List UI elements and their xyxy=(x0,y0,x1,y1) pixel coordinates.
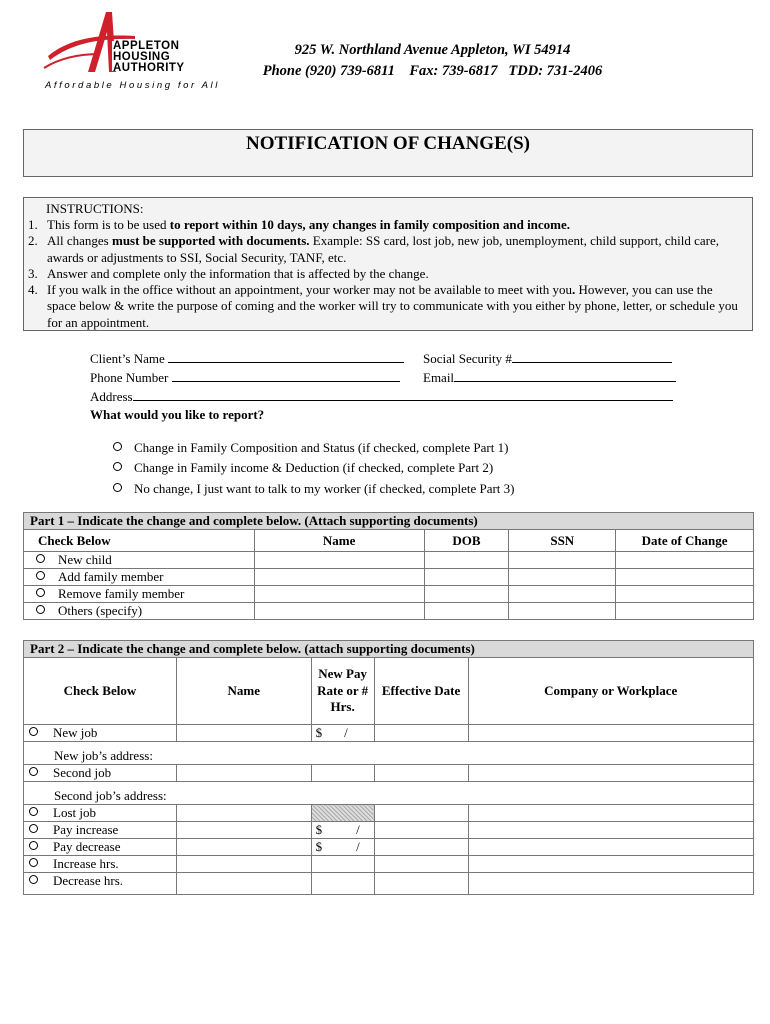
table-row: Remove family member xyxy=(24,586,754,603)
title-box xyxy=(23,129,753,177)
table-row: Increase hrs. xyxy=(24,856,754,873)
table-row: Pay increase $ / xyxy=(24,822,754,839)
phone-field[interactable] xyxy=(90,368,400,387)
checkbox-circle-icon[interactable] xyxy=(36,554,45,563)
instruction-item: 2. All changes must be supported with documents. Example: SS card, lost job, new job, unemployment, child support, child care, awards or adjustments to SSI, Social Security, TANF, etc. xyxy=(28,233,719,265)
part2-col-company: Company or Workplace xyxy=(468,658,753,725)
table-row xyxy=(24,782,754,805)
checkbox-circle-icon[interactable] xyxy=(29,875,38,884)
checkbox-circle-icon[interactable] xyxy=(29,767,38,776)
logo-word-authority: AUTHORITY xyxy=(113,62,185,74)
table-row xyxy=(24,742,754,765)
checkbox-circle-icon[interactable] xyxy=(36,571,45,580)
phone-input[interactable] xyxy=(172,368,400,382)
ssn-label: Social Security # xyxy=(423,351,512,366)
checkbox-circle-icon[interactable] xyxy=(29,858,38,867)
email-field[interactable] xyxy=(423,368,676,387)
part2-col-name: Name xyxy=(176,658,311,725)
part2-heading: Part 2 – Indicate the change and complete below. (attach supporting documents) xyxy=(24,641,754,658)
logo-word-housing: HOUSING xyxy=(113,51,171,63)
option-no-change[interactable]: No change, I just want to talk to my worker (if checked, complete Part 3) xyxy=(113,481,515,497)
part1-col-dob: DOB xyxy=(424,530,509,552)
checkbox-circle-icon[interactable] xyxy=(36,588,45,597)
client-name-label: Client’s Name xyxy=(90,351,165,366)
part1-col-check: Check Below xyxy=(24,530,255,552)
instructions-heading: INSTRUCTIONS: xyxy=(46,201,144,216)
second-job-address[interactable]: Second job’s address: xyxy=(24,782,754,805)
instruction-item: 1. This form is to be used to report within 10 days, any changes in family composition and income. xyxy=(28,217,571,232)
ssn-input[interactable] xyxy=(512,349,672,363)
part2-col-check: Check Below xyxy=(24,658,177,725)
table-row: Decrease hrs. xyxy=(24,873,754,895)
ssn-field[interactable] xyxy=(423,349,672,368)
checkbox-circle-icon[interactable] xyxy=(29,824,38,833)
option-family-composition[interactable]: Change in Family Composition and Status (if checked, complete Part 1) xyxy=(113,440,508,456)
agency-phone-line: Phone (920) 739-6811 Fax: 739-6817 TDD: 731-2406 xyxy=(262,63,603,79)
address-label: Address xyxy=(90,389,133,404)
part2-col-pay: New Pay Rate or # Hrs. xyxy=(311,658,374,725)
email-input[interactable] xyxy=(454,368,676,382)
checkbox-circle-icon[interactable] xyxy=(29,727,38,736)
instructions-list xyxy=(28,217,744,331)
client-name-field[interactable] xyxy=(90,349,404,368)
phone-label: Phone Number xyxy=(90,370,169,385)
table-row: Pay decrease $ / xyxy=(24,839,754,856)
part1-col-ssn: SSN xyxy=(509,530,616,552)
part1-table xyxy=(23,512,754,620)
appleton-housing-logo xyxy=(40,8,220,94)
part2-col-effective: Effective Date xyxy=(374,658,468,725)
radio-circle-icon[interactable] xyxy=(113,462,122,471)
checkbox-circle-icon[interactable] xyxy=(29,807,38,816)
form-title: NOTIFICATION OF CHANGE(S) xyxy=(246,133,530,154)
instruction-item: 4. If you walk in the office without an appointment, your worker may not be available to meet with you. However, you can use the space below & write the purpose of coming and the worker will try to communicate with you either by phone, letter, or schedule you for an appointment. xyxy=(28,282,738,330)
report-question: What would you like to report? xyxy=(90,407,265,422)
table-row: New child xyxy=(24,552,754,569)
checkbox-circle-icon[interactable] xyxy=(29,841,38,850)
part1-col-name: Name xyxy=(254,530,424,552)
radio-circle-icon[interactable] xyxy=(113,483,122,492)
client-name-input[interactable] xyxy=(168,349,404,363)
instruction-item: 3. Answer and complete only the information that is affected by the change. xyxy=(28,265,429,281)
new-job-address[interactable]: New job’s address: xyxy=(24,742,754,765)
option-family-income[interactable]: Change in Family income & Deduction (if checked, complete Part 2) xyxy=(113,460,493,476)
agency-contact xyxy=(250,40,615,82)
part1-heading: Part 1 – Indicate the change and complete below. (Attach supporting documents) xyxy=(24,513,754,530)
logo-tagline: Affordable Housing for All xyxy=(45,80,220,91)
radio-circle-icon[interactable] xyxy=(113,442,122,451)
table-row: Others (specify) xyxy=(24,603,754,620)
address-field[interactable] xyxy=(90,387,673,406)
table-row: New job $ / xyxy=(24,725,754,742)
part1-col-date: Date of Change xyxy=(616,530,754,552)
part2-table xyxy=(23,640,754,895)
table-row: Add family member xyxy=(24,569,754,586)
table-row: Second job xyxy=(24,765,754,782)
logo-word-appleton: APPLETON xyxy=(113,40,180,52)
address-input[interactable] xyxy=(133,387,673,401)
agency-address: 925 W. Northland Avenue Appleton, WI 54914 xyxy=(294,42,571,58)
instructions-box xyxy=(23,197,753,331)
checkbox-circle-icon[interactable] xyxy=(36,605,45,614)
email-label: Email xyxy=(423,370,455,385)
table-row: Lost job xyxy=(24,805,754,822)
shaded-cell xyxy=(311,805,374,822)
